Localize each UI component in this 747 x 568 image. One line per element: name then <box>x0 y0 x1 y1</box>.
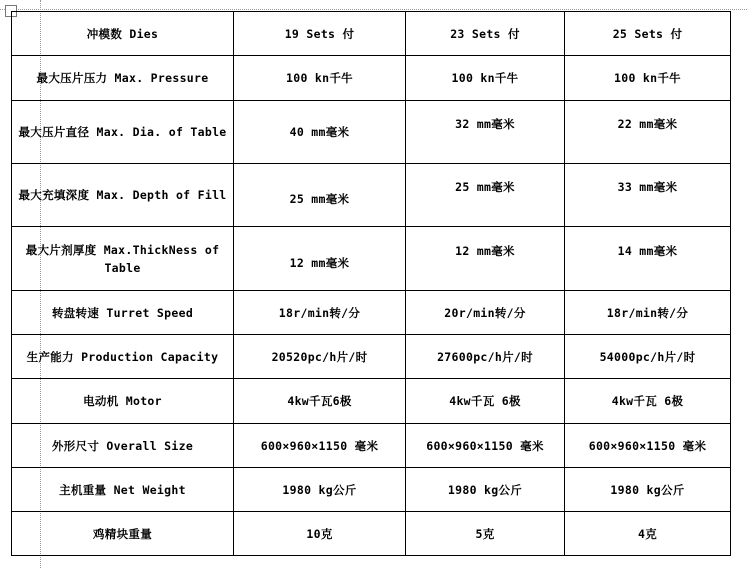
cell-value: 22 mm毫米 <box>565 101 731 164</box>
row-label-pressure: 最大压片压力 Max. Pressure <box>12 56 234 101</box>
cell-value: 1980 kg公斤 <box>234 468 406 512</box>
table-row <box>12 379 731 424</box>
cell-value: 54000pc/h片/时 <box>565 335 731 379</box>
cell-value: 40 mm毫米 <box>234 101 406 164</box>
cell-value: 4kw千瓦 6极 <box>565 379 731 424</box>
cell-value: 27600pc/h片/时 <box>406 335 565 379</box>
cell-value: 600×960×1150 毫米 <box>234 424 406 468</box>
spec-table <box>11 11 731 556</box>
table-row <box>12 291 731 335</box>
cell-value: 20r/min转/分 <box>406 291 565 335</box>
cell-value: 600×960×1150 毫米 <box>565 424 731 468</box>
row-label-dia: 最大压片直径 Max. Dia. of Table <box>12 101 234 164</box>
table-row <box>12 424 731 468</box>
cell-value: 14 mm毫米 <box>565 227 731 291</box>
row-label-motor: 电动机 Motor <box>12 379 234 424</box>
row-label-capacity: 生产能力 Production Capacity <box>12 335 234 379</box>
cell-value: 1980 kg公斤 <box>406 468 565 512</box>
cell-value: 12 mm毫米 <box>234 227 406 291</box>
table-row <box>12 227 731 291</box>
cell-value: 19 Sets 付 <box>234 12 406 56</box>
row-label-thickness: 最大片剂厚度 Max.ThickNess of Table <box>12 227 234 291</box>
table-row <box>12 56 731 101</box>
table-row <box>12 164 731 227</box>
cell-value: 600×960×1150 毫米 <box>406 424 565 468</box>
cell-value: 4克 <box>565 512 731 556</box>
table-row <box>12 335 731 379</box>
cell-value: 25 mm毫米 <box>406 164 565 227</box>
table-row <box>12 12 731 56</box>
row-label-dies: 冲模数 Dies <box>12 12 234 56</box>
row-label-weight: 主机重量 Net Weight <box>12 468 234 512</box>
cell-value: 12 mm毫米 <box>406 227 565 291</box>
cell-value: 4kw千瓦6极 <box>234 379 406 424</box>
table-row <box>12 101 731 164</box>
cell-value: 25 Sets 付 <box>565 12 731 56</box>
cell-value: 10克 <box>234 512 406 556</box>
row-label-speed: 转盘转速 Turret Speed <box>12 291 234 335</box>
cell-value: 20520pc/h片/时 <box>234 335 406 379</box>
cell-value: 4kw千瓦 6极 <box>406 379 565 424</box>
cell-value: 33 mm毫米 <box>565 164 731 227</box>
cell-value: 1980 kg公斤 <box>565 468 731 512</box>
cell-value: 23 Sets 付 <box>406 12 565 56</box>
cell-value: 18r/min转/分 <box>234 291 406 335</box>
row-label-depth: 最大充填深度 Max. Depth of Fill <box>12 164 234 227</box>
cell-value: 100 kn千牛 <box>234 56 406 101</box>
row-label-egg-weight: 鸡精块重量 <box>12 512 234 556</box>
table-row <box>12 468 731 512</box>
cell-value: 18r/min转/分 <box>565 291 731 335</box>
page-margin-guide-top <box>0 9 747 10</box>
table-row <box>12 512 731 556</box>
cell-value: 100 kn千牛 <box>565 56 731 101</box>
cell-value: 25 mm毫米 <box>234 164 406 227</box>
cell-value: 100 kn千牛 <box>406 56 565 101</box>
cell-value: 5克 <box>406 512 565 556</box>
row-label-size: 外形尺寸 Overall Size <box>12 424 234 468</box>
cell-value: 32 mm毫米 <box>406 101 565 164</box>
